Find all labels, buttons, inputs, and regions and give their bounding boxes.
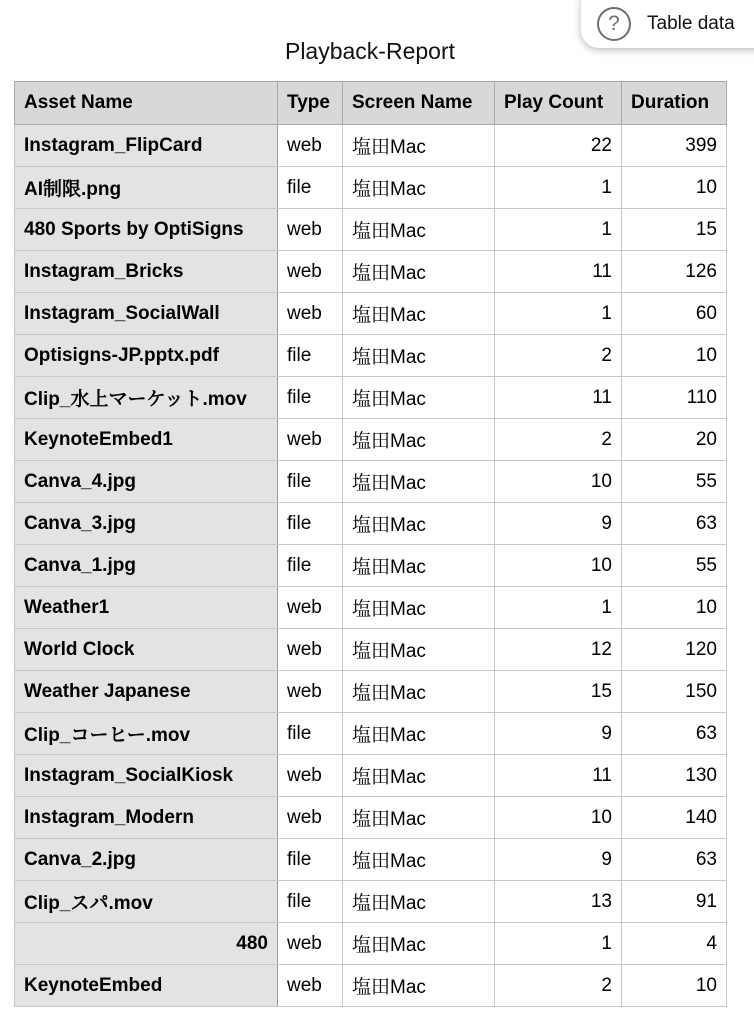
cell-type[interactable]: file: [278, 167, 343, 209]
cell-type[interactable]: file: [278, 713, 343, 755]
cell-type[interactable]: web: [278, 965, 343, 1007]
cell-type[interactable]: web: [278, 251, 343, 293]
cell-duration[interactable]: 20: [622, 419, 727, 461]
cell-duration[interactable]: 4: [622, 923, 727, 965]
cell-play-count[interactable]: 1: [495, 167, 622, 209]
cell-asset-name[interactable]: 480: [15, 923, 278, 965]
table-row: [15, 587, 727, 629]
cell-screen-name[interactable]: 塩田Mac: [343, 923, 495, 965]
cell-screen-name[interactable]: 塩田Mac: [343, 125, 495, 167]
cell-asset-name[interactable]: Instagram_FlipCard: [15, 125, 278, 167]
cell-screen-name[interactable]: 塩田Mac: [343, 461, 495, 503]
cell-asset-name[interactable]: Canva_4.jpg: [15, 461, 278, 503]
column-header-play-count[interactable]: Play Count: [495, 82, 622, 125]
cell-asset-name[interactable]: Instagram_Modern: [15, 797, 278, 839]
cell-screen-name[interactable]: 塩田Mac: [343, 167, 495, 209]
cell-type[interactable]: web: [278, 587, 343, 629]
table-row: [15, 839, 727, 881]
cell-type[interactable]: file: [278, 545, 343, 587]
cell-asset-name[interactable]: Weather1: [15, 587, 278, 629]
cell-type[interactable]: file: [278, 503, 343, 545]
cell-type[interactable]: web: [278, 797, 343, 839]
column-header-asset-name[interactable]: Asset Name: [15, 82, 278, 125]
cell-play-count[interactable]: 11: [495, 251, 622, 293]
cell-type[interactable]: file: [278, 461, 343, 503]
cell-play-count[interactable]: 9: [495, 713, 622, 755]
cell-type[interactable]: web: [278, 629, 343, 671]
cell-asset-name[interactable]: KeynoteEmbed1: [15, 419, 278, 461]
cell-type[interactable]: web: [278, 419, 343, 461]
table-row: [15, 713, 727, 755]
cell-play-count[interactable]: 10: [495, 797, 622, 839]
cell-duration[interactable]: 15: [622, 209, 727, 251]
cell-screen-name[interactable]: 塩田Mac: [343, 839, 495, 881]
cell-asset-name[interactable]: Instagram_Bricks: [15, 251, 278, 293]
cell-play-count[interactable]: 11: [495, 755, 622, 797]
cell-duration[interactable]: 130: [622, 755, 727, 797]
cell-type[interactable]: web: [278, 125, 343, 167]
cell-type[interactable]: web: [278, 755, 343, 797]
column-header-screen-name[interactable]: Screen Name: [343, 82, 495, 125]
cell-screen-name[interactable]: 塩田Mac: [343, 419, 495, 461]
table-data-label: Table data: [647, 13, 735, 34]
table-row: [15, 293, 727, 335]
cell-asset-name[interactable]: KeynoteEmbed: [15, 965, 278, 1007]
table-row: [15, 419, 727, 461]
cell-duration[interactable]: 110: [622, 377, 727, 419]
cell-play-count[interactable]: 1: [495, 587, 622, 629]
table-row: [15, 671, 727, 713]
table-row: [15, 461, 727, 503]
cell-play-count[interactable]: 10: [495, 461, 622, 503]
cell-play-count[interactable]: 22: [495, 125, 622, 167]
table-row: [15, 377, 727, 419]
cell-duration[interactable]: 140: [622, 797, 727, 839]
cell-type[interactable]: web: [278, 923, 343, 965]
cell-play-count[interactable]: 2: [495, 335, 622, 377]
table-header-row: [15, 82, 727, 125]
cell-duration[interactable]: 63: [622, 839, 727, 881]
table-row: [15, 629, 727, 671]
cell-duration[interactable]: 60: [622, 293, 727, 335]
cell-screen-name[interactable]: 塩田Mac: [343, 251, 495, 293]
cell-duration[interactable]: 10: [622, 965, 727, 1007]
cell-play-count[interactable]: 2: [495, 965, 622, 1007]
cell-play-count[interactable]: 12: [495, 629, 622, 671]
table-row: [15, 503, 727, 545]
table-row: [15, 251, 727, 293]
cell-screen-name[interactable]: 塩田Mac: [343, 377, 495, 419]
cell-type[interactable]: web: [278, 293, 343, 335]
cell-duration[interactable]: 10: [622, 335, 727, 377]
cell-play-count[interactable]: 15: [495, 671, 622, 713]
cell-duration[interactable]: 63: [622, 713, 727, 755]
table-row: [15, 335, 727, 377]
cell-duration[interactable]: 63: [622, 503, 727, 545]
cell-duration[interactable]: 399: [622, 125, 727, 167]
table-row: [15, 755, 727, 797]
table-row: [15, 209, 727, 251]
cell-play-count[interactable]: 10: [495, 545, 622, 587]
cell-screen-name[interactable]: 塩田Mac: [343, 209, 495, 251]
cell-screen-name[interactable]: 塩田Mac: [343, 545, 495, 587]
cell-play-count[interactable]: 11: [495, 377, 622, 419]
cell-type[interactable]: file: [278, 839, 343, 881]
cell-duration[interactable]: 10: [622, 167, 727, 209]
cell-type[interactable]: file: [278, 881, 343, 923]
cell-asset-name[interactable]: Weather Japanese: [15, 671, 278, 713]
cell-screen-name[interactable]: 塩田Mac: [343, 293, 495, 335]
cell-screen-name[interactable]: 塩田Mac: [343, 671, 495, 713]
cell-asset-name[interactable]: Canva_3.jpg: [15, 503, 278, 545]
column-header-duration[interactable]: Duration: [622, 82, 727, 125]
cell-screen-name[interactable]: 塩田Mac: [343, 881, 495, 923]
cell-asset-name[interactable]: World Clock: [15, 629, 278, 671]
playback-report-table: [14, 81, 727, 1007]
cell-screen-name[interactable]: 塩田Mac: [343, 587, 495, 629]
cell-duration[interactable]: 126: [622, 251, 727, 293]
cell-play-count[interactable]: 1: [495, 293, 622, 335]
cell-play-count[interactable]: 1: [495, 209, 622, 251]
cell-type[interactable]: web: [278, 209, 343, 251]
cell-asset-name[interactable]: AI制限.png: [15, 167, 278, 209]
cell-asset-name[interactable]: Optisigns-JP.pptx.pdf: [15, 335, 278, 377]
report-title: Playback-Report: [284, 38, 456, 64]
cell-duration[interactable]: 55: [622, 461, 727, 503]
table-row: [15, 167, 727, 209]
cell-screen-name[interactable]: 塩田Mac: [343, 965, 495, 1007]
cell-duration[interactable]: 55: [622, 545, 727, 587]
table-row: [15, 545, 727, 587]
table-row: [15, 881, 727, 923]
cell-play-count[interactable]: 2: [495, 419, 622, 461]
cell-asset-name[interactable]: Instagram_SocialWall: [15, 293, 278, 335]
table-row: [15, 965, 727, 1007]
cell-screen-name[interactable]: 塩田Mac: [343, 335, 495, 377]
cell-type[interactable]: file: [278, 377, 343, 419]
cell-asset-name[interactable]: 480 Sports by OptiSigns: [15, 209, 278, 251]
cell-asset-name[interactable]: Instagram_SocialKiosk: [15, 755, 278, 797]
cell-asset-name[interactable]: Clip_水上マーケット.mov: [15, 377, 278, 419]
cell-screen-name[interactable]: 塩田Mac: [343, 503, 495, 545]
cell-duration[interactable]: 150: [622, 671, 727, 713]
cell-type[interactable]: file: [278, 335, 343, 377]
question-circle-icon: ?: [597, 7, 631, 41]
cell-asset-name[interactable]: Clip_コーヒー.mov: [15, 713, 278, 755]
column-header-type[interactable]: Type: [278, 82, 343, 125]
cell-play-count[interactable]: 9: [495, 503, 622, 545]
cell-duration[interactable]: 10: [622, 587, 727, 629]
cell-play-count[interactable]: 1: [495, 923, 622, 965]
cell-type[interactable]: web: [278, 671, 343, 713]
cell-asset-name[interactable]: Canva_2.jpg: [15, 839, 278, 881]
cell-asset-name[interactable]: Canva_1.jpg: [15, 545, 278, 587]
cell-play-count[interactable]: 13: [495, 881, 622, 923]
cell-asset-name[interactable]: Clip_スパ.mov: [15, 881, 278, 923]
cell-duration[interactable]: 120: [622, 629, 727, 671]
table-row: [15, 923, 727, 965]
cell-duration[interactable]: 91: [622, 881, 727, 923]
cell-screen-name[interactable]: 塩田Mac: [343, 797, 495, 839]
cell-play-count[interactable]: 9: [495, 839, 622, 881]
table-row: [15, 797, 727, 839]
table-row: [15, 125, 727, 167]
cell-screen-name[interactable]: 塩田Mac: [343, 713, 495, 755]
cell-screen-name[interactable]: 塩田Mac: [343, 629, 495, 671]
cell-screen-name[interactable]: 塩田Mac: [343, 755, 495, 797]
